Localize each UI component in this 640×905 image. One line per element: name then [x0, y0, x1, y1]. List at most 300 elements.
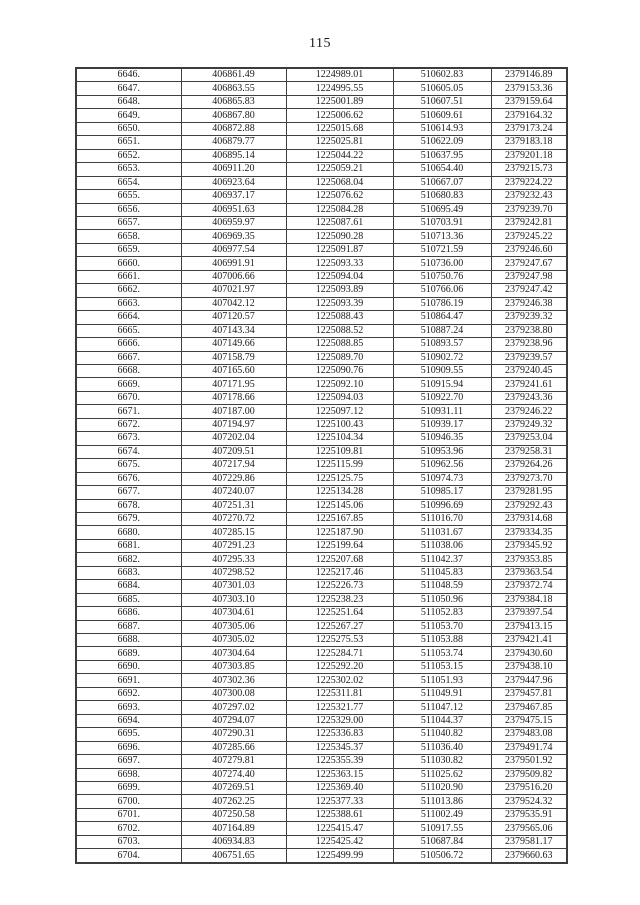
table-cell: 407301.03	[181, 580, 286, 593]
table-cell: 510962.56	[393, 459, 491, 472]
table-cell: 1225292.20	[286, 660, 393, 673]
table-cell: 407262.25	[181, 795, 286, 808]
table-cell: 510893.57	[393, 338, 491, 351]
table-row	[76, 660, 567, 673]
table-cell: 6703.	[76, 835, 181, 848]
table-row	[76, 149, 567, 162]
table-cell: 407164.89	[181, 822, 286, 835]
table-row	[76, 338, 567, 351]
table-row	[76, 445, 567, 458]
table-cell: 6671.	[76, 405, 181, 418]
table-cell: 407187.00	[181, 405, 286, 418]
table-cell: 1225088.43	[286, 311, 393, 324]
table-cell: 1225076.62	[286, 190, 393, 203]
table-row	[76, 566, 567, 579]
coordinate-table	[75, 67, 568, 864]
table-cell: 511047.12	[393, 701, 491, 714]
table-cell: 406911.20	[181, 163, 286, 176]
table-cell: 6673.	[76, 432, 181, 445]
table-cell: 511013.86	[393, 795, 491, 808]
table-cell: 1225284.71	[286, 647, 393, 660]
table-cell: 511036.40	[393, 741, 491, 754]
table-cell: 511053.74	[393, 647, 491, 660]
table-row	[76, 647, 567, 660]
table-cell: 406923.64	[181, 176, 286, 189]
table-cell: 406861.49	[181, 68, 286, 82]
table-row	[76, 378, 567, 391]
table-cell: 2379173.24	[491, 122, 567, 135]
table-cell: 406991.91	[181, 257, 286, 270]
table-cell: 2379524.32	[491, 795, 567, 808]
table-cell: 510931.11	[393, 405, 491, 418]
table-row	[76, 136, 567, 149]
table-cell: 2379430.60	[491, 647, 567, 660]
table-cell: 2379535.91	[491, 808, 567, 821]
table-cell: 510786.19	[393, 297, 491, 310]
table-cell: 2379153.36	[491, 82, 567, 95]
table-cell: 1225415.47	[286, 822, 393, 835]
table-cell: 6700.	[76, 795, 181, 808]
table-cell: 511045.83	[393, 566, 491, 579]
table-cell: 2379565.06	[491, 822, 567, 835]
table-row	[76, 808, 567, 821]
table-cell: 510607.51	[393, 95, 491, 108]
table-cell: 2379281.95	[491, 486, 567, 499]
table-row	[76, 176, 567, 189]
table-row	[76, 364, 567, 377]
table-row	[76, 822, 567, 835]
table-cell: 6677.	[76, 486, 181, 499]
table-cell: 1225100.43	[286, 418, 393, 431]
table-cell: 510687.84	[393, 835, 491, 848]
table-cell: 2379247.67	[491, 257, 567, 270]
table-cell: 6658.	[76, 230, 181, 243]
table-cell: 6675.	[76, 459, 181, 472]
table-cell: 407295.33	[181, 553, 286, 566]
table-cell: 407240.07	[181, 486, 286, 499]
table-cell: 1225059.21	[286, 163, 393, 176]
table-cell: 6660.	[76, 257, 181, 270]
table-row	[76, 553, 567, 566]
table-row	[76, 687, 567, 700]
table-cell: 6678.	[76, 499, 181, 512]
table-cell: 6664.	[76, 311, 181, 324]
table-cell: 6681.	[76, 539, 181, 552]
table-cell: 1225329.00	[286, 714, 393, 727]
table-cell: 1225109.81	[286, 445, 393, 458]
table-cell: 6694.	[76, 714, 181, 727]
table-cell: 1225015.68	[286, 122, 393, 135]
table-cell: 2379447.96	[491, 674, 567, 687]
table-cell: 406977.54	[181, 243, 286, 256]
table-cell: 2379183.18	[491, 136, 567, 149]
table-row	[76, 82, 567, 95]
table-cell: 510953.96	[393, 445, 491, 458]
table-row	[76, 755, 567, 768]
table-row	[76, 257, 567, 270]
table-row	[76, 499, 567, 512]
table-cell: 6698.	[76, 768, 181, 781]
table-cell: 510917.55	[393, 822, 491, 835]
table-cell: 1225044.22	[286, 149, 393, 162]
table-row	[76, 539, 567, 552]
table-cell: 6650.	[76, 122, 181, 135]
table-cell: 406751.65	[181, 849, 286, 863]
table-row	[76, 190, 567, 203]
table-row	[76, 284, 567, 297]
table-cell: 6697.	[76, 755, 181, 768]
table-row	[76, 230, 567, 243]
table-row	[76, 351, 567, 364]
table-cell: 1225097.12	[286, 405, 393, 418]
table-row	[76, 95, 567, 108]
table-cell: 1225251.64	[286, 607, 393, 620]
table-cell: 1225363.15	[286, 768, 393, 781]
table-cell: 2379224.22	[491, 176, 567, 189]
table-cell: 6691.	[76, 674, 181, 687]
table-row	[76, 782, 567, 795]
table-cell: 2379581.17	[491, 835, 567, 848]
table-cell: 407303.10	[181, 593, 286, 606]
table-cell: 407304.64	[181, 647, 286, 660]
table-cell: 510939.17	[393, 418, 491, 431]
table-cell: 511049.91	[393, 687, 491, 700]
table-cell: 407300.08	[181, 687, 286, 700]
table-cell: 6646.	[76, 68, 181, 82]
table-cell: 2379501.92	[491, 755, 567, 768]
table-cell: 1225001.89	[286, 95, 393, 108]
table-cell: 2379242.81	[491, 216, 567, 229]
table-cell: 1225089.70	[286, 351, 393, 364]
table-cell: 2379239.32	[491, 311, 567, 324]
table-row	[76, 728, 567, 741]
table-cell: 510721.59	[393, 243, 491, 256]
table-cell: 1224989.01	[286, 68, 393, 82]
table-cell: 6685.	[76, 593, 181, 606]
table-cell: 1225006.62	[286, 109, 393, 122]
table-cell: 2379660.63	[491, 849, 567, 863]
table-cell: 6701.	[76, 808, 181, 821]
table-cell: 1225499.99	[286, 849, 393, 863]
table-cell: 511038.06	[393, 539, 491, 552]
table-cell: 1225355.39	[286, 755, 393, 768]
table-cell: 511051.93	[393, 674, 491, 687]
table-cell: 510667.07	[393, 176, 491, 189]
table-row	[76, 593, 567, 606]
table-cell: 6686.	[76, 607, 181, 620]
table-cell: 1225068.04	[286, 176, 393, 189]
table-cell: 2379273.70	[491, 472, 567, 485]
table-cell: 407021.97	[181, 284, 286, 297]
table-cell: 1225087.61	[286, 216, 393, 229]
table-cell: 1225115.99	[286, 459, 393, 472]
table-cell: 407209.51	[181, 445, 286, 458]
table-row	[76, 203, 567, 216]
table-cell: 6666.	[76, 338, 181, 351]
table-row	[76, 324, 567, 337]
table-cell: 407291.23	[181, 539, 286, 552]
table-cell: 2379264.26	[491, 459, 567, 472]
table-cell: 510695.49	[393, 203, 491, 216]
table-cell: 510713.36	[393, 230, 491, 243]
table-row	[76, 405, 567, 418]
table-row	[76, 741, 567, 754]
table-cell: 2379457.81	[491, 687, 567, 700]
table-cell: 6661.	[76, 270, 181, 283]
table-cell: 407250.58	[181, 808, 286, 821]
table-cell: 6651.	[76, 136, 181, 149]
table-cell: 6699.	[76, 782, 181, 795]
table-cell: 2379345.92	[491, 539, 567, 552]
table-row	[76, 835, 567, 848]
table-cell: 6665.	[76, 324, 181, 337]
table-cell: 1225207.68	[286, 553, 393, 566]
table-cell: 407298.52	[181, 566, 286, 579]
table-cell: 2379372.74	[491, 580, 567, 593]
table-cell: 2379253.04	[491, 432, 567, 445]
table-cell: 6648.	[76, 95, 181, 108]
table-cell: 510946.35	[393, 432, 491, 445]
table-row	[76, 472, 567, 485]
table-cell: 6687.	[76, 620, 181, 633]
table-cell: 510609.61	[393, 109, 491, 122]
table-cell: 6667.	[76, 351, 181, 364]
table-row	[76, 311, 567, 324]
table-row	[76, 297, 567, 310]
table-cell: 1225094.03	[286, 391, 393, 404]
table-cell: 2379247.98	[491, 270, 567, 283]
table-cell: 511042.37	[393, 553, 491, 566]
table-cell: 2379245.22	[491, 230, 567, 243]
table-cell: 1225093.39	[286, 297, 393, 310]
table-cell: 407165.60	[181, 364, 286, 377]
table-cell: 2379215.73	[491, 163, 567, 176]
table-cell: 407270.72	[181, 512, 286, 525]
table-cell: 2379334.35	[491, 526, 567, 539]
table-cell: 1225369.40	[286, 782, 393, 795]
table-cell: 511052.83	[393, 607, 491, 620]
table-cell: 1225093.89	[286, 284, 393, 297]
table-cell: 2379239.57	[491, 351, 567, 364]
table-cell: 2379438.10	[491, 660, 567, 673]
table-cell: 511053.15	[393, 660, 491, 673]
table-cell: 407202.04	[181, 432, 286, 445]
table-cell: 2379164.32	[491, 109, 567, 122]
table-cell: 6690.	[76, 660, 181, 673]
table-cell: 510915.94	[393, 378, 491, 391]
table-cell: 1225226.73	[286, 580, 393, 593]
table-cell: 407178.66	[181, 391, 286, 404]
table-cell: 407269.51	[181, 782, 286, 795]
table-cell: 6649.	[76, 109, 181, 122]
table-cell: 6680.	[76, 526, 181, 539]
table-cell: 406951.63	[181, 203, 286, 216]
table-cell: 407274.40	[181, 768, 286, 781]
table-cell: 1225084.28	[286, 203, 393, 216]
table-cell: 1225321.77	[286, 701, 393, 714]
table-cell: 1225145.06	[286, 499, 393, 512]
table-row	[76, 486, 567, 499]
table-row	[76, 607, 567, 620]
table-cell: 6662.	[76, 284, 181, 297]
table-row	[76, 526, 567, 539]
table-cell: 510605.05	[393, 82, 491, 95]
table-cell: 2379509.82	[491, 768, 567, 781]
table-cell: 510602.83	[393, 68, 491, 82]
table-cell: 406872.88	[181, 122, 286, 135]
table-cell: 1225187.90	[286, 526, 393, 539]
table-cell: 2379413.15	[491, 620, 567, 633]
table-cell: 407290.31	[181, 728, 286, 741]
table-cell: 1225092.10	[286, 378, 393, 391]
table-cell: 510766.06	[393, 284, 491, 297]
table-cell: 407294.07	[181, 714, 286, 727]
table-cell: 2379397.54	[491, 607, 567, 620]
table-row	[76, 418, 567, 431]
table-cell: 406934.83	[181, 835, 286, 848]
table-cell: 2379292.43	[491, 499, 567, 512]
table-cell: 407279.81	[181, 755, 286, 768]
table-cell: 2379353.85	[491, 553, 567, 566]
table-cell: 406879.77	[181, 136, 286, 149]
table-cell: 1225094.04	[286, 270, 393, 283]
table-cell: 6682.	[76, 553, 181, 566]
table-row	[76, 270, 567, 283]
table-cell: 6672.	[76, 418, 181, 431]
table-cell: 1225090.28	[286, 230, 393, 243]
table-cell: 511031.67	[393, 526, 491, 539]
table-row	[76, 122, 567, 135]
table-cell: 407251.31	[181, 499, 286, 512]
table-cell: 510996.69	[393, 499, 491, 512]
table-cell: 510985.17	[393, 486, 491, 499]
table-cell: 1225088.52	[286, 324, 393, 337]
table-cell: 510703.91	[393, 216, 491, 229]
table-cell: 511025.62	[393, 768, 491, 781]
table-cell: 1225238.23	[286, 593, 393, 606]
table-cell: 407194.97	[181, 418, 286, 431]
table-cell: 6696.	[76, 741, 181, 754]
table-cell: 510922.70	[393, 391, 491, 404]
table-cell: 407229.86	[181, 472, 286, 485]
table-cell: 406969.35	[181, 230, 286, 243]
table-cell: 407304.61	[181, 607, 286, 620]
table-cell: 407042.12	[181, 297, 286, 310]
table-cell: 2379246.22	[491, 405, 567, 418]
table-cell: 1225302.02	[286, 674, 393, 687]
table-cell: 2379146.89	[491, 68, 567, 82]
table-row	[76, 714, 567, 727]
table-cell: 2379491.74	[491, 741, 567, 754]
table-cell: 511053.88	[393, 634, 491, 647]
table-cell: 510974.73	[393, 472, 491, 485]
table-row	[76, 634, 567, 647]
table-cell: 2379314.68	[491, 512, 567, 525]
table-cell: 1225090.76	[286, 364, 393, 377]
table-cell: 1225377.33	[286, 795, 393, 808]
table-cell: 510614.93	[393, 122, 491, 135]
table-cell: 510909.55	[393, 364, 491, 377]
table-cell: 2379238.80	[491, 324, 567, 337]
table-cell: 6692.	[76, 687, 181, 700]
table-row	[76, 109, 567, 122]
table-cell: 2379159.64	[491, 95, 567, 108]
table-cell: 1225425.42	[286, 835, 393, 848]
table-cell: 6679.	[76, 512, 181, 525]
table-cell: 406959.97	[181, 216, 286, 229]
table-cell: 510887.24	[393, 324, 491, 337]
table-cell: 1225088.85	[286, 338, 393, 351]
table-cell: 511044.37	[393, 714, 491, 727]
table-cell: 510736.00	[393, 257, 491, 270]
table-cell: 1225336.83	[286, 728, 393, 741]
table-cell: 510506.72	[393, 849, 491, 863]
table-cell: 1225217.46	[286, 566, 393, 579]
table-row	[76, 849, 567, 863]
table-cell: 406937.17	[181, 190, 286, 203]
table-cell: 6676.	[76, 472, 181, 485]
table-row	[76, 580, 567, 593]
table-cell: 510750.76	[393, 270, 491, 283]
table-cell: 2379516.20	[491, 782, 567, 795]
table-cell: 1225167.85	[286, 512, 393, 525]
table-row	[76, 620, 567, 633]
coordinate-table-body	[76, 68, 567, 863]
table-cell: 1225275.53	[286, 634, 393, 647]
table-cell: 6655.	[76, 190, 181, 203]
table-cell: 406865.83	[181, 95, 286, 108]
table-cell: 6652.	[76, 149, 181, 162]
table-cell: 2379363.54	[491, 566, 567, 579]
table-cell: 1225311.81	[286, 687, 393, 700]
table-cell: 511053.70	[393, 620, 491, 633]
table-cell: 6674.	[76, 445, 181, 458]
table-cell: 6657.	[76, 216, 181, 229]
table-cell: 6689.	[76, 647, 181, 660]
table-cell: 2379239.70	[491, 203, 567, 216]
table-cell: 407217.94	[181, 459, 286, 472]
table-cell: 6647.	[76, 82, 181, 95]
table-row	[76, 243, 567, 256]
table-cell: 1225104.34	[286, 432, 393, 445]
table-cell: 6656.	[76, 203, 181, 216]
table-cell: 510680.83	[393, 190, 491, 203]
table-row	[76, 512, 567, 525]
table-cell: 2379232.43	[491, 190, 567, 203]
table-cell: 407143.34	[181, 324, 286, 337]
table-cell: 6693.	[76, 701, 181, 714]
table-cell: 407285.15	[181, 526, 286, 539]
table-cell: 6659.	[76, 243, 181, 256]
table-cell: 6669.	[76, 378, 181, 391]
table-cell: 6663.	[76, 297, 181, 310]
table-cell: 6653.	[76, 163, 181, 176]
table-cell: 6670.	[76, 391, 181, 404]
table-cell: 6695.	[76, 728, 181, 741]
table-cell: 407305.02	[181, 634, 286, 647]
table-cell: 2379243.36	[491, 391, 567, 404]
table-cell: 511002.49	[393, 808, 491, 821]
table-cell: 511020.90	[393, 782, 491, 795]
table-cell: 6684.	[76, 580, 181, 593]
table-cell: 406863.55	[181, 82, 286, 95]
table-row	[76, 163, 567, 176]
table-cell: 2379247.42	[491, 284, 567, 297]
table-row	[76, 68, 567, 82]
table-cell: 511050.96	[393, 593, 491, 606]
table-row	[76, 701, 567, 714]
table-cell: 407302.36	[181, 674, 286, 687]
